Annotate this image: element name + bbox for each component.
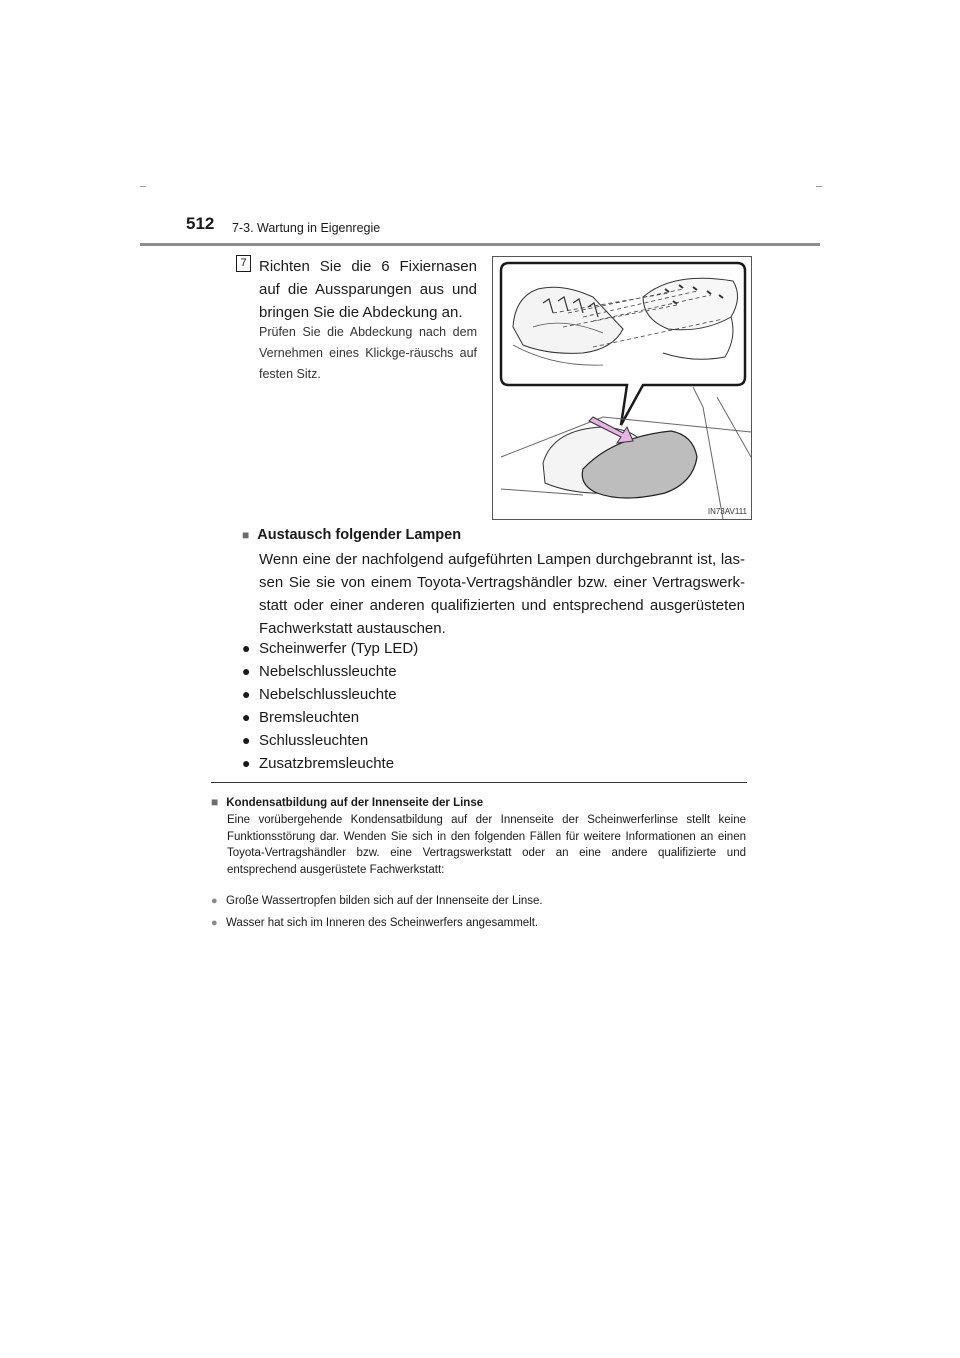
bullet-icon: ● (211, 895, 218, 907)
lamp-label: Zusatzbremsleuchte (259, 755, 395, 772)
notes-heading (211, 795, 483, 809)
note-item-text: Große Wassertropfen bilden sich auf der Innenseite der Linse. (226, 895, 543, 907)
note-item-text: Wasser hat sich im Inneren des Scheinwerfers angesammelt. (226, 917, 539, 929)
lamp-label: Bremsleuchten (259, 709, 360, 726)
lamp-list (242, 637, 742, 775)
lamp-label: Schlussleuchten (259, 732, 369, 749)
header-rule (140, 243, 820, 246)
crop-mark-left (140, 186, 146, 187)
list-item (211, 915, 747, 937)
lamp-label: Nebelschlussleuchte (259, 663, 397, 680)
notes-divider (211, 782, 747, 783)
bullet-icon: ● (242, 640, 251, 656)
bullet-icon: ● (242, 686, 251, 702)
step-instruction: Richten Sie die 6 Fixiernasen auf die Aussparungen aus und bringen Sie die Abdeckung an. (259, 258, 477, 321)
bullet-icon: ● (242, 709, 251, 725)
bullet-icon: ● (242, 663, 251, 679)
lamp-label: Scheinwerfer (Typ LED) (259, 640, 419, 657)
page-number: 512 (186, 214, 215, 233)
list-item (242, 660, 742, 683)
list-item (211, 893, 747, 915)
list-item (242, 637, 742, 660)
notes-heading-text: Kondensatbildung auf der Innenseite der Linse (226, 797, 484, 809)
crop-mark-right (816, 186, 822, 187)
step-note: Prüfen Sie die Abdeckung nach dem Vernehmen eines Klickge-räuschs auf festen Sitz. (259, 325, 477, 381)
lamp-label: Nebelschlussleuchte (259, 686, 397, 703)
list-item (242, 752, 742, 775)
square-bullet-icon: ■ (211, 795, 219, 809)
figure-code: IN73AV111 (707, 507, 747, 516)
section-title: 7-3. Wartung in Eigenregie (232, 221, 381, 235)
notes-list (211, 893, 747, 937)
notes-paragraph: Eine vorübergehende Kondensatbildung auf der Innenseite der Scheinwerferlinse stellt keine Funktionsstörung dar. Wenden Sie sich in den folgenden Fällen für weitere Informationen an einen Toyota-Vertragshändler bzw. eine Vertragswerkstatt oder an eine andere qualifizierte und entsprechend ausgerüstete Fachwerkstatt: (227, 814, 746, 876)
list-item (242, 706, 742, 729)
list-item (242, 729, 742, 752)
mirror-cover-illustration (492, 256, 752, 520)
list-item (242, 683, 742, 706)
bullet-icon: ● (242, 755, 251, 771)
square-bullet-icon: ■ (242, 528, 250, 542)
section-heading-text: Austausch folgender Lampen (257, 527, 462, 543)
bullet-icon: ● (242, 732, 251, 748)
section-heading (242, 527, 461, 543)
step-number-box: 7 (236, 255, 251, 272)
bullet-icon: ● (211, 917, 218, 929)
mirror-drawing (493, 257, 751, 519)
section-paragraph: Wenn eine der nachfolgend aufgeführten Lampen durchgebrannt ist, las-sen Sie sie von einem Toyota-Vertragshändler bzw. einer Vertragswerk-statt oder einer anderen qualifizierten und entsprechend ausgerüsteten Fachwerkstatt austauschen. (259, 551, 745, 637)
